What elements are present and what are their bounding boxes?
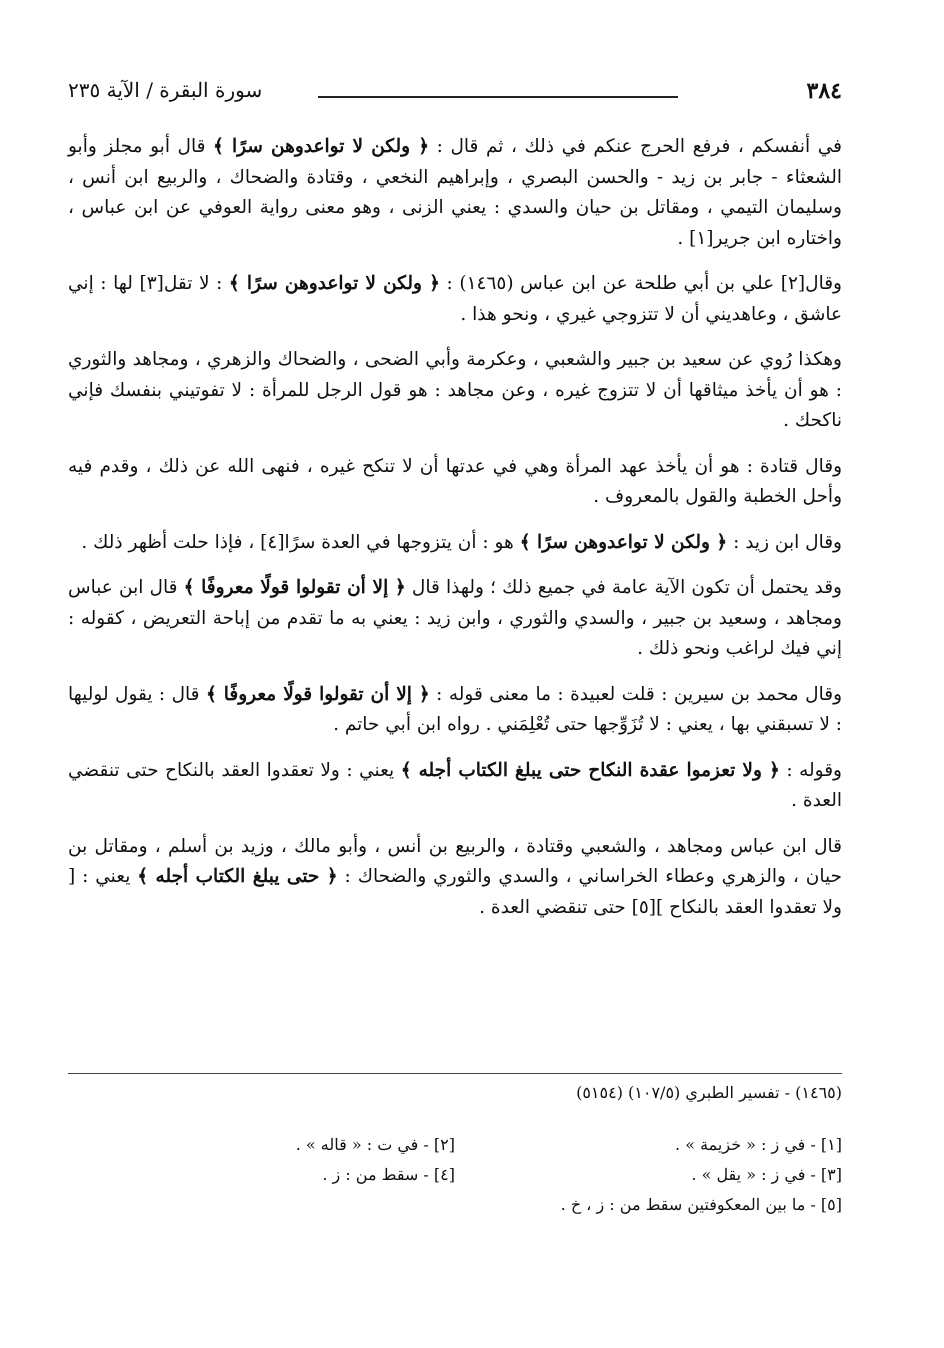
quran-quote: ﴿ إلا أن تقولوا قولًا معروفًا ﴾: [183, 577, 406, 598]
paragraph: [68, 573, 842, 665]
text-run: وقال محمد بن سيرين : قلت لعبيدة : ما معنى قوله :: [429, 683, 842, 705]
footnote-1: [١] - في ز : « خزيمة » .: [675, 1135, 842, 1154]
footnote-source: (١٤٦٥) - تفسير الطبري (١٠٧/٥) (٥١٥٤): [576, 1083, 842, 1102]
text-run: قال أبو مجلز وأبو الشعثاء - جابر بن زيد - والحسن البصري ، وإبراهيم النخعي ، وقتادة والضحاك ، والربيع ابن أنس ، وسليمان التيمي ، ومقاتل بن حيان والسدي : يعني الزنى ، وهو معنى رواية العوفي عن ابن عباس ، واختاره ابن جرير[١] .: [68, 136, 842, 249]
text-run: يعني : [ ولا تعقدوا العقد بالنكاح ]: [68, 866, 842, 918]
quran-quote: ﴿ إلا أن تقولوا قولًا معروفًا ﴾: [205, 683, 430, 705]
quran-quote: ﴿ ولكن لا تواعدوهن سرًا ﴾: [228, 273, 440, 294]
quran-quote: ﴿ ولكن لا تواعدوهن سرًا ﴾: [519, 531, 728, 553]
header-rule: [318, 96, 678, 98]
text-run: وقوله :: [779, 759, 842, 781]
paragraph: [68, 832, 842, 924]
paragraph: [68, 132, 842, 254]
footnote-4: [٤] - سقط من : ز .: [322, 1165, 455, 1184]
quran-quote: ﴿ حتى يبلغ الكتاب أجله ﴾: [137, 866, 338, 887]
text-run: وقال[٢] علي بن أبي طلحة عن ابن عباس (١٤٦٥) :: [439, 273, 842, 294]
text-run: [٥] حتى تنقضي العدة .: [479, 896, 656, 918]
page-number: ٣٨٤: [806, 78, 842, 104]
footnote-notes: [68, 1130, 842, 1220]
text-run: وقد يحتمل أن تكون الآية عامة في جميع ذلك ؛ ولهذا قال: [405, 577, 842, 598]
paragraph: [68, 680, 842, 741]
text-run: : لا تقل[٣] لها : إني عاشق ، وعاهديني أن لا تتزوجي غيري ، ونحو هذا .: [68, 273, 842, 325]
paragraph: [68, 345, 842, 437]
text-run: هو : أن يتزوجها في العدة سرًا[٤] ، فإذا حلت أظهر ذلك .: [81, 531, 520, 553]
text-run: وقال قتادة : هو أن يأخذ عهد المرأة وهي في عدتها أن لا تنكح غيره ، فنهى الله عن ذلك ، وقدم فيه وأحل الخطبة والقول بالمعروف .: [68, 455, 842, 507]
paragraph: [68, 452, 842, 513]
paragraph: [68, 269, 842, 330]
footnotes: [68, 1072, 842, 1220]
book-page: [68, 0, 842, 1348]
quran-quote: ﴿ ولكن لا تواعدوهن سرًا ﴾: [213, 136, 430, 157]
text-run: في أنفسكم ، فرفع الحرج عنكم في ذلك ، ثم قال :: [429, 136, 842, 157]
paragraph: [68, 528, 842, 559]
paragraph: [68, 756, 842, 817]
footnote-3: [٣] - في ز : « يقل » .: [691, 1165, 842, 1184]
footnote-5: [٥] - ما بين المعكوفتين سقط من : ز ، خ .: [560, 1195, 842, 1214]
running-title: سورة البقرة / الآية ٢٣٥: [68, 78, 263, 102]
page-header: [68, 72, 842, 112]
text-run: قال : يقول لوليها : لا تسبقني بها ، يعني : لا تُزَوِّجها حتى تُعْلِمَني . رواه ابن أبي حاتم .: [68, 683, 842, 735]
text-run: قال ابن عباس ومجاهد ، وسعيد بن جبير ، والسدي والثوري ، وابن زيد : يعني به ما تقدم من إباحة التعريض ، كقوله : إني فيك لراغب ونحو ذلك .: [68, 577, 842, 659]
text-run: وهكذا رُوي عن سعيد بن جبير والشعبي ، وعكرمة وأبي الضحى ، والضحاك والزهري ، ومجاهد والثوري : هو أن يأخذ ميثاقها أن لا تتزوج غيره ، وعن مجاهد : هو قول الرجل للمرأة : لا تفوتيني بنفسك فإني ناكحك .: [68, 349, 842, 431]
main-text: [68, 132, 842, 938]
text-run: وقال ابن زيد :: [727, 531, 842, 553]
footnote-2: [٢] - في ت : « قاله » .: [295, 1135, 455, 1154]
text-run: قال ابن عباس ومجاهد ، والشعبي وقتادة ، والربيع بن أنس ، وأبو مالك ، وزيد بن أسلم ، ومقاتل بن حيان ، والزهري وعطاء الخراساني ، والسدي والثوري والضحاك :: [68, 835, 842, 887]
quran-quote: ﴿ ولا تعزموا عقدة النكاح حتى يبلغ الكتاب أجله ﴾: [400, 759, 780, 781]
text-run: يعني : ولا تعقدوا العقد بالنكاح حتى تنقضي العدة .: [68, 759, 842, 811]
